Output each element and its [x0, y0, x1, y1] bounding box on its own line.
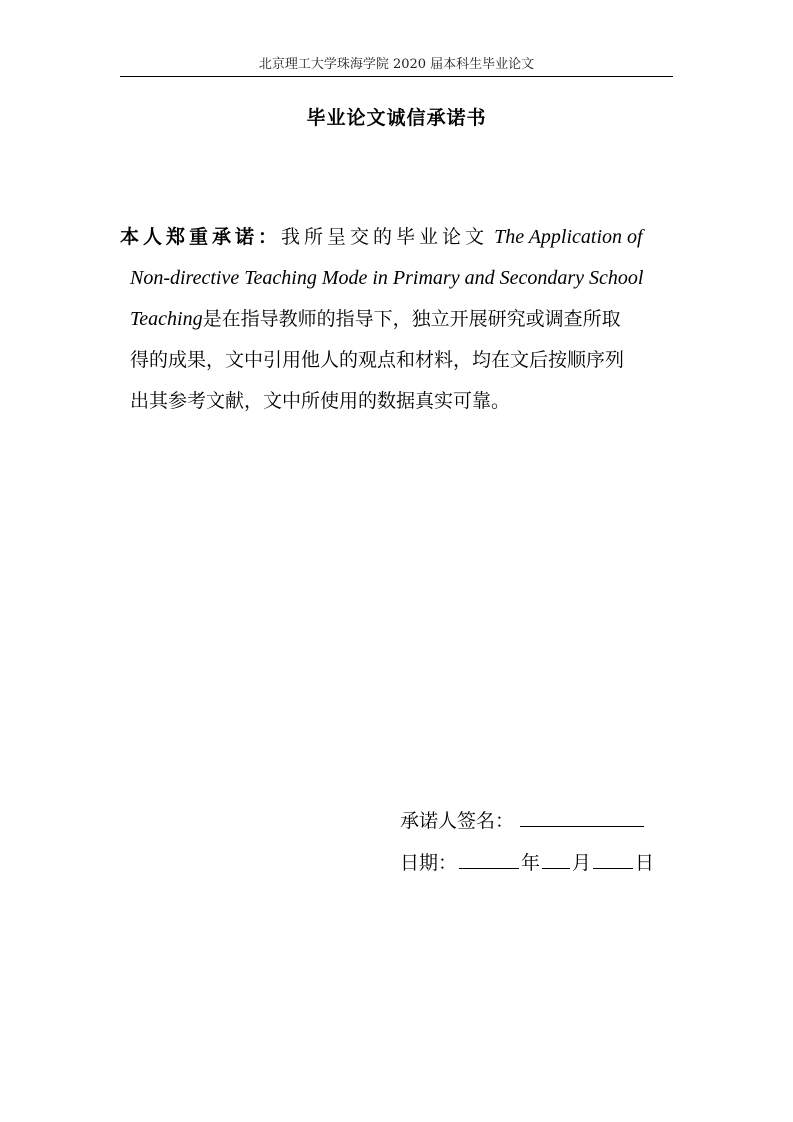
signer-row: [400, 800, 654, 842]
signer-label: 承诺人签名：: [400, 810, 515, 832]
thesis-title-line-2: Non-directive Teaching Mode in Primary and Secondary School: [130, 267, 644, 289]
page-header: 北京理工大学珠海学院 2020 届本科生毕业论文: [258, 57, 535, 72]
statement-line-1: [120, 217, 648, 258]
month-label: 月: [572, 852, 592, 874]
thesis-title-line-3: Teaching: [130, 308, 203, 330]
statement-line-3-text: 是在指导教师的指导下，独立开展研究或调查所取: [202, 308, 621, 330]
day-blank[interactable]: [593, 850, 633, 869]
statement-line-2: [120, 258, 648, 299]
year-label: 年: [521, 852, 541, 874]
year-blank[interactable]: [459, 850, 519, 869]
thesis-title-line-1: The Application of: [494, 226, 643, 248]
header-divider: [120, 76, 673, 77]
date-row: [400, 842, 654, 884]
month-blank[interactable]: [542, 850, 570, 869]
statement-line-4: 得的成果，文中引用他人的观点和材料，均在文后按顺序列: [130, 349, 625, 371]
day-label: 日: [635, 852, 655, 874]
document-title: 毕业论文诚信承诺书: [306, 107, 487, 129]
signature-block: [400, 800, 654, 884]
date-label: 日期：: [400, 852, 458, 874]
statement-line-5: 出其参考文献，文中所使用的数据真实可靠。: [130, 390, 511, 412]
statement-part1: 我所呈交的毕业论文: [281, 226, 489, 248]
integrity-statement: [120, 217, 648, 422]
statement-lead: 本人郑重承诺：: [120, 226, 282, 248]
statement-line-3: [120, 299, 648, 340]
signer-signature-blank[interactable]: [520, 808, 644, 827]
